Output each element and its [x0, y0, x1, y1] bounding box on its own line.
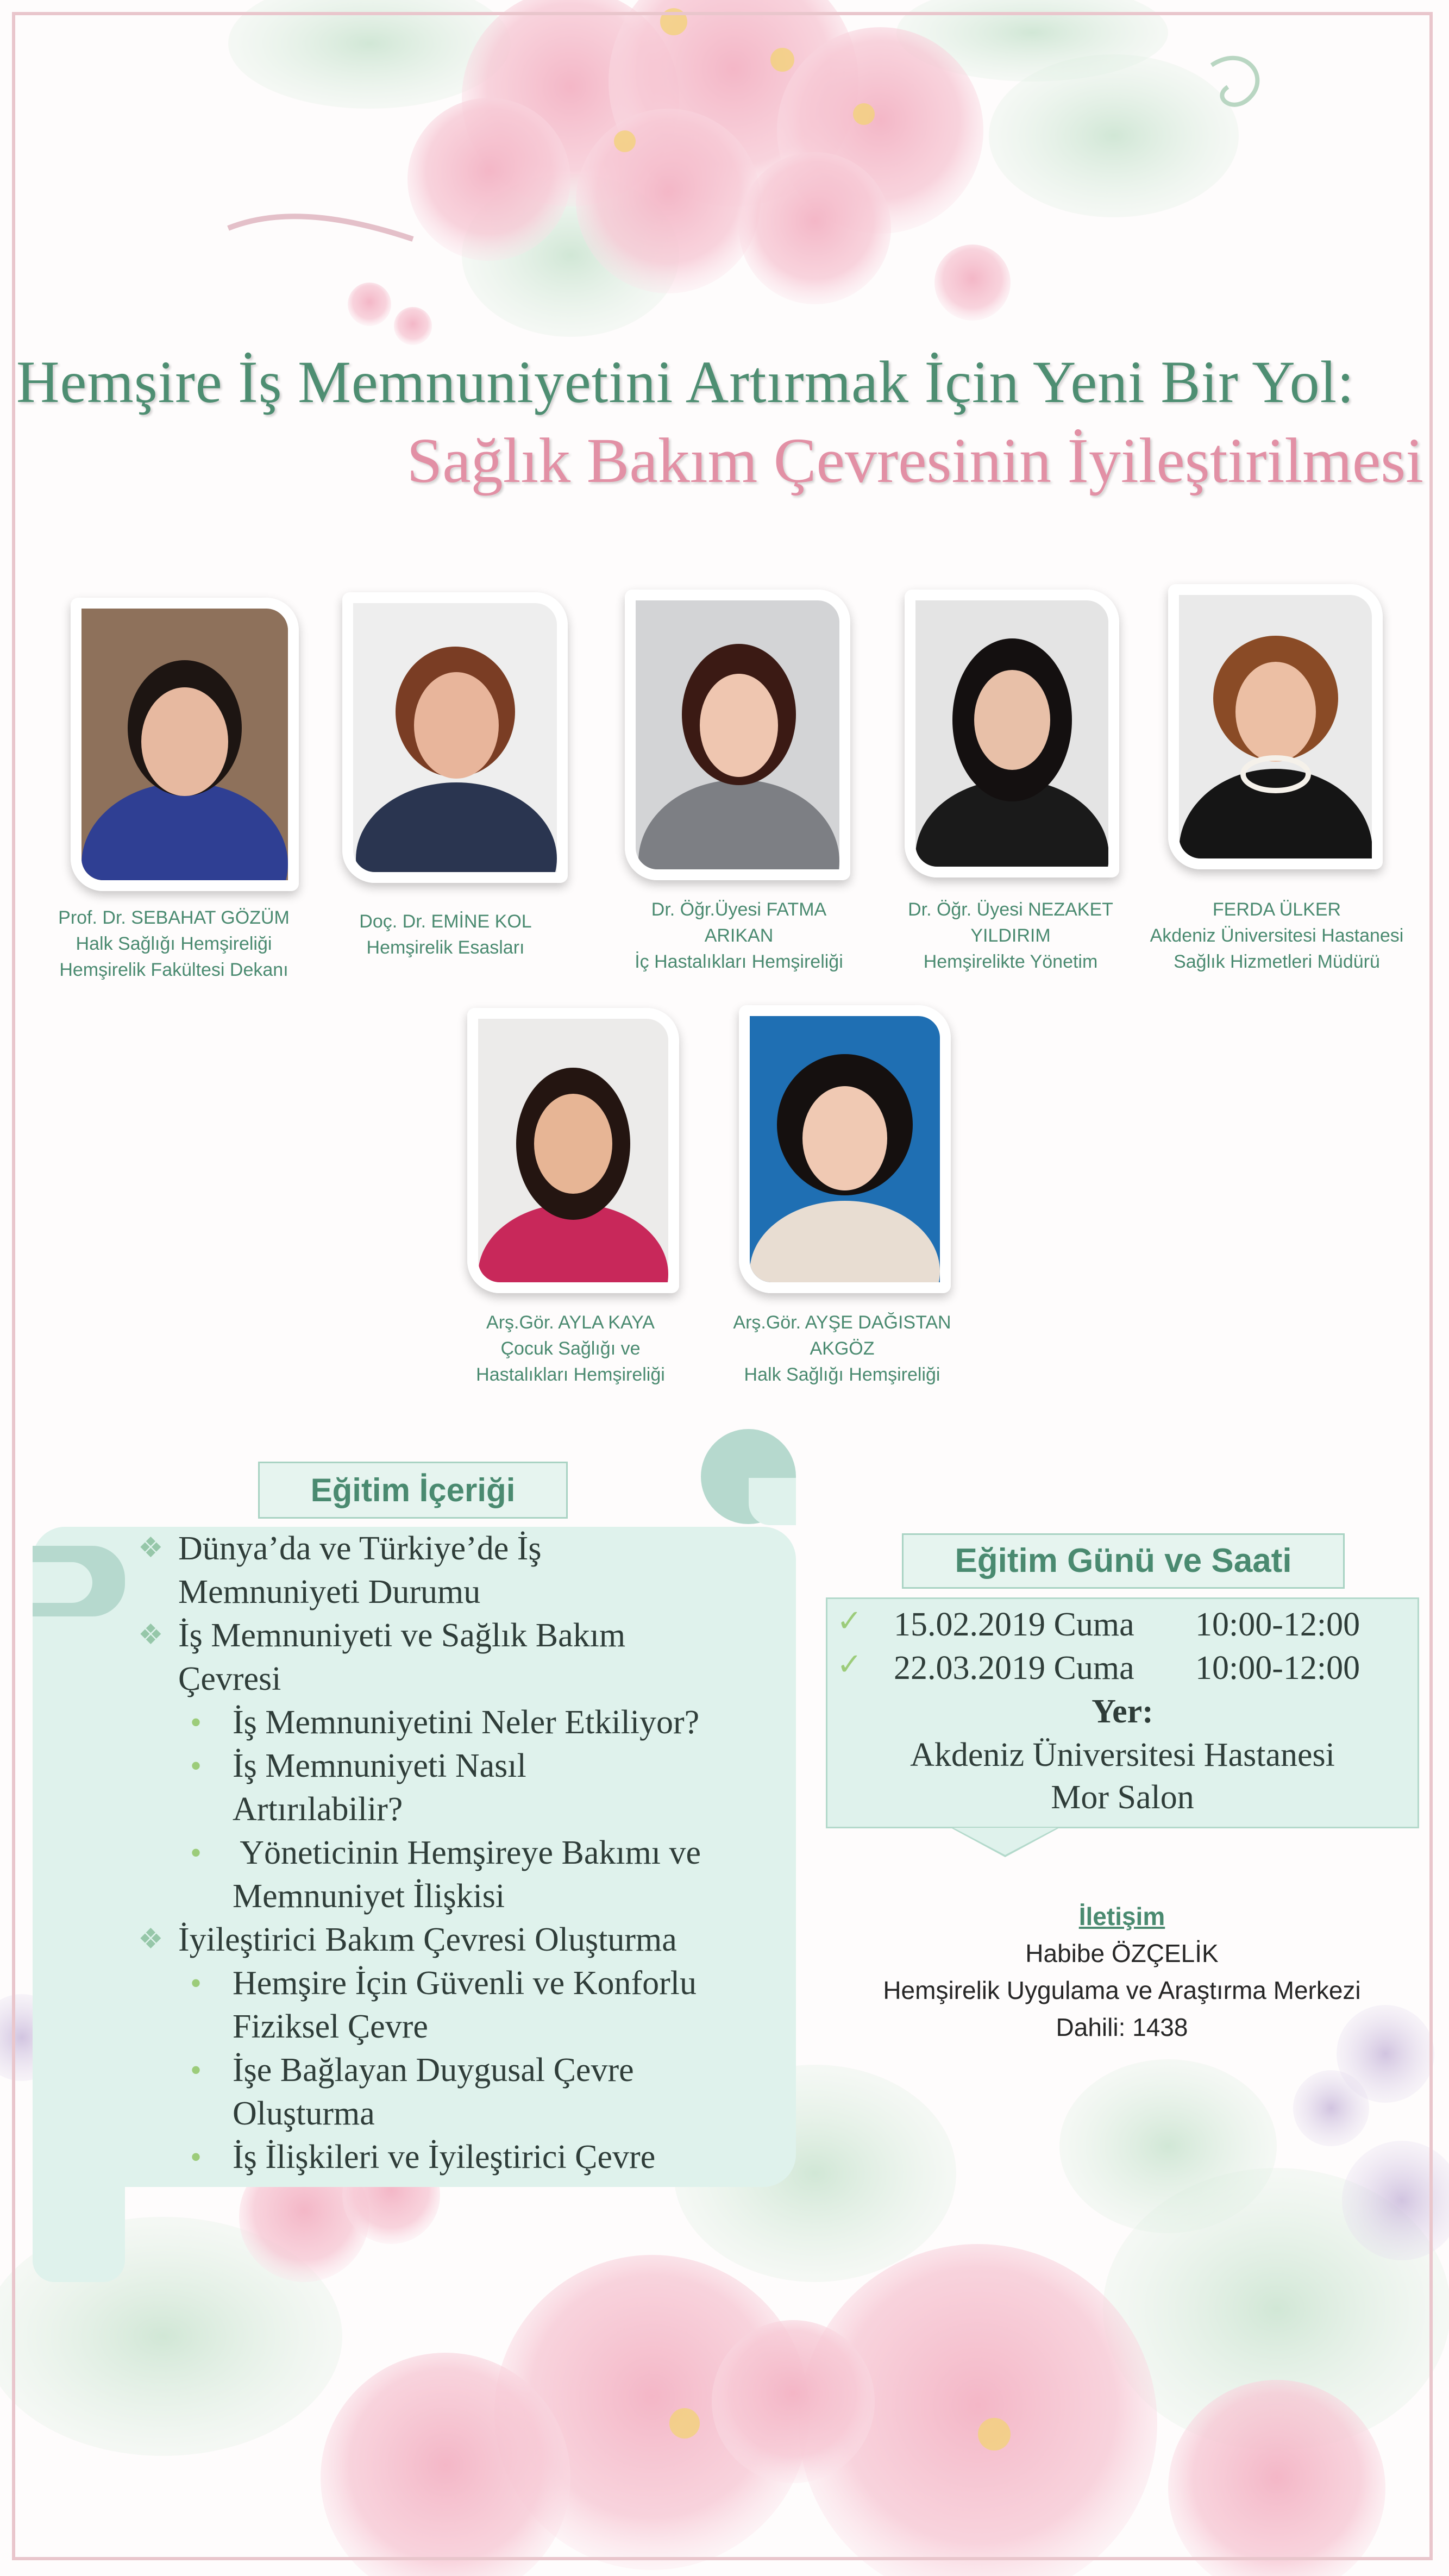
person-silhouette-icon: [353, 603, 557, 872]
list-item: [136, 2135, 788, 2179]
speaker-role: Hemşirelik Fakültesi Dekanı: [59, 960, 288, 980]
speaker-photo: [905, 590, 1119, 878]
list-item-text: Çevresi: [178, 1660, 281, 1697]
list-item-text: İş Memnuniyetini Neler Etkiliyor?: [233, 1704, 700, 1741]
person-silhouette-icon: [750, 1016, 940, 1282]
speaker-photo: [71, 598, 299, 891]
session-time: 10:00-12:00: [1195, 1606, 1360, 1643]
speaker-photo: [342, 592, 568, 883]
checkmark-icon: ✓: [837, 1648, 862, 1682]
speaker-department: Çocuk Sağlığı ve: [500, 1338, 641, 1359]
education-heading: Eğitim İçeriği: [258, 1462, 568, 1519]
dot-bullet-icon: •: [190, 2139, 202, 2175]
list-item: [136, 2092, 788, 2135]
list-item-text: Fiziksel Çevre: [233, 2008, 428, 2045]
list-item-text: Memnuniyeti Durumu: [178, 1574, 481, 1610]
speaker-department: Hemşirelik Esasları: [366, 937, 525, 958]
scroll-curl-top-inner: [749, 1478, 796, 1525]
list-item: [136, 1961, 788, 2005]
list-item: [136, 2005, 788, 2048]
list-item-text: Oluşturma: [233, 2095, 375, 2132]
list-item: [136, 1875, 788, 1918]
speaker-name-cont: YILDIRIM: [970, 925, 1051, 946]
list-item: [136, 1527, 788, 1570]
list-item-text: İşe Bağlayan Duygusal Çevre: [233, 2052, 634, 2089]
speaker-photo: [1168, 584, 1383, 869]
speaker-name-cont: AKGÖZ: [810, 1338, 875, 1359]
speaker-name: FERDA ÜLKER: [1212, 899, 1341, 920]
contact-heading: İletişim: [1078, 1902, 1165, 1931]
session-time: 10:00-12:00: [1195, 1650, 1360, 1687]
dot-bullet-icon: •: [190, 1835, 202, 1871]
speaker-department: Akdeniz Üniversitesi Hastanesi: [1150, 925, 1404, 946]
list-item-text: İş Memnuniyeti ve Sağlık Bakım: [178, 1617, 626, 1654]
speaker-department-cont: Hastalıkları Hemşireliği: [476, 1364, 665, 1385]
dot-bullet-icon: •: [190, 2052, 202, 2088]
title-line-1: Hemşire İş Memnuniyetini Artırmak İçin Yeni Bir Yol:: [16, 349, 1354, 415]
title-line-2: Sağlık Bakım Çevresinin İyileştirilmesi: [406, 425, 1423, 496]
person-silhouette-icon: [478, 1019, 668, 1282]
speaker-role: Sağlık Hizmetleri Müdürü: [1174, 951, 1380, 972]
speaker-department: Halk Sağlığı Hemşireliği: [76, 933, 272, 954]
speaker-department: Halk Sağlığı Hemşireliği: [744, 1364, 940, 1385]
diamond-bullet-icon: ❖: [138, 1533, 164, 1564]
checkmark-icon: ✓: [837, 1604, 862, 1638]
speaker-photo: [467, 1008, 679, 1293]
session-date: 22.03.2019 Cuma: [894, 1650, 1134, 1687]
speaker-department: Hemşirelikte Yönetim: [923, 951, 1098, 972]
speaker-name: Dr. Öğr.Üyesi FATMA: [651, 899, 827, 920]
list-item: [136, 1614, 788, 1657]
speaker-department: İç Hastalıkları Hemşireliği: [635, 951, 843, 972]
place-room: Mor Salon: [1051, 1779, 1194, 1816]
person-silhouette-icon: [636, 600, 839, 869]
place-label: Yer:: [1092, 1693, 1153, 1730]
list-item: [136, 2048, 788, 2092]
speaker-photo: [625, 590, 850, 880]
speaker-name-cont: ARIKAN: [704, 925, 774, 946]
callout-pointer: [954, 1828, 1057, 1855]
list-item: [136, 1831, 788, 1875]
speaker-name: Dr. Öğr. Üyesi NEZAKET: [908, 899, 1113, 920]
list-item-text: Hemşire İçin Güvenli ve Konforlu: [233, 1965, 697, 2002]
diamond-bullet-icon: ❖: [138, 1924, 164, 1955]
schedule-heading: Eğitim Günü ve Saati: [902, 1533, 1345, 1589]
list-item: [136, 1570, 788, 1614]
speaker-caption: [429, 1309, 712, 1388]
person-silhouette-icon: [1179, 595, 1372, 858]
contact-name: Habibe ÖZÇELİK: [1025, 1939, 1219, 1967]
place-name: Akdeniz Üniversitesi Hastanesi: [910, 1737, 1335, 1773]
speaker-name: Arş.Gör. AYLA KAYA: [486, 1312, 655, 1333]
speaker-caption: [858, 897, 1163, 975]
list-item-text: Artırılabilir?: [233, 1791, 403, 1828]
contact-extension: Dahili: 1438: [1056, 2013, 1188, 2041]
list-item-text: Memnuniyet İlişkisi: [233, 1878, 505, 1915]
speaker-name: Doç. Dr. EMİNE KOL: [359, 911, 532, 932]
list-item: [136, 1918, 788, 1961]
list-item: [136, 1701, 788, 1744]
dot-bullet-icon: •: [190, 1965, 202, 2001]
scroll-curl-left-inner: [33, 1562, 92, 1603]
speaker-caption: [1130, 897, 1423, 975]
session-date: 15.02.2019 Cuma: [894, 1606, 1134, 1643]
session-row: [837, 1649, 1413, 1693]
list-item-text: Yöneticinin Hemşireye Bakımı ve: [233, 1834, 701, 1871]
education-list: [136, 1527, 788, 2179]
list-item: [136, 1744, 788, 1788]
speaker-name: Prof. Dr. SEBAHAT GÖZÜM: [58, 907, 290, 928]
list-item: [136, 1657, 788, 1701]
person-silhouette-icon: [915, 600, 1108, 867]
list-item-text: Dünya’da ve Türkiye’de İş: [178, 1530, 542, 1567]
person-silhouette-icon: [81, 609, 288, 880]
speaker-caption: [33, 905, 315, 983]
dot-bullet-icon: •: [190, 1704, 202, 1740]
speaker-caption: [581, 897, 896, 975]
list-item-text: İyileştirici Bakım Çevresi Oluşturma: [178, 1921, 677, 1958]
session-row: [837, 1606, 1413, 1649]
list-item: [136, 1788, 788, 1831]
speaker-photo: [739, 1005, 951, 1293]
dot-bullet-icon: •: [190, 1748, 202, 1784]
contact-unit: Hemşirelik Uygulama ve Araştırma Merkezi: [883, 1976, 1361, 2004]
speaker-caption: [304, 908, 587, 961]
diamond-bullet-icon: ❖: [138, 1620, 164, 1651]
list-item-text: İş İlişkileri ve İyileştirici Çevre: [233, 2139, 656, 2176]
speaker-caption: [701, 1309, 983, 1388]
speaker-name: Arş.Gör. AYŞE DAĞISTAN: [733, 1312, 951, 1333]
list-item-text: İş Memnuniyeti Nasıl: [233, 1747, 526, 1784]
